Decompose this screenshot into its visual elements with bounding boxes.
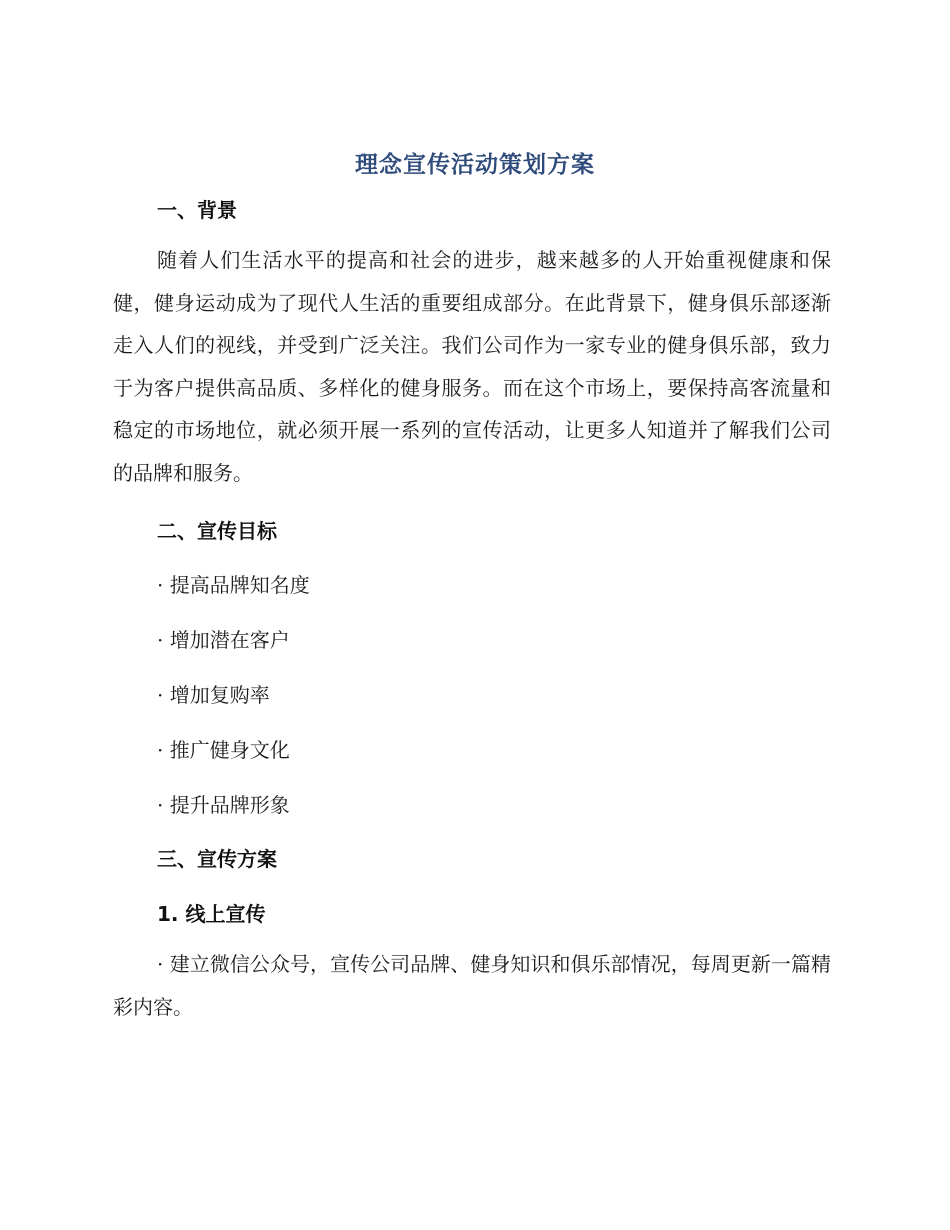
online-paragraph: · 建立微信公众号，宣传公司品牌、健身知识和俱乐部情况，每周更新一篇精彩内容。 (113, 952, 831, 1019)
document-title: 理念宣传活动策划方案 (355, 152, 595, 178)
goal-item: · 推广健身文化 (157, 738, 290, 762)
section-heading-plan: 三、宣传方案 (157, 847, 277, 871)
background-paragraph: 随着人们生活水平的提高和社会的进步，越来越多的人开始重视健康和保健，健身运动成为了现代人生活的重要组成部分。在此背景下，健身俱乐部逐渐走入人们的视线，并受到广泛关注。我们公司作为一家专业的健身俱乐部，致力于为客户提供高品质、多样化的健身服务。而在这个市场上，要保持高客流量和稳定的市场地位，就必须开展一系列的宣传活动，让更多人知道并了解我们公司的品牌和服务。 (113, 248, 831, 485)
section-heading-background: 一、背景 (157, 198, 237, 222)
section-heading-goals: 二、宣传目标 (157, 519, 277, 543)
subsection-heading-online: 1. 线上宣传 (157, 902, 266, 926)
goal-item: · 增加潜在客户 (157, 628, 290, 652)
goal-item: · 增加复购率 (157, 683, 270, 707)
goal-item: · 提升品牌形象 (157, 793, 290, 817)
goal-item: · 提高品牌知名度 (157, 573, 310, 597)
